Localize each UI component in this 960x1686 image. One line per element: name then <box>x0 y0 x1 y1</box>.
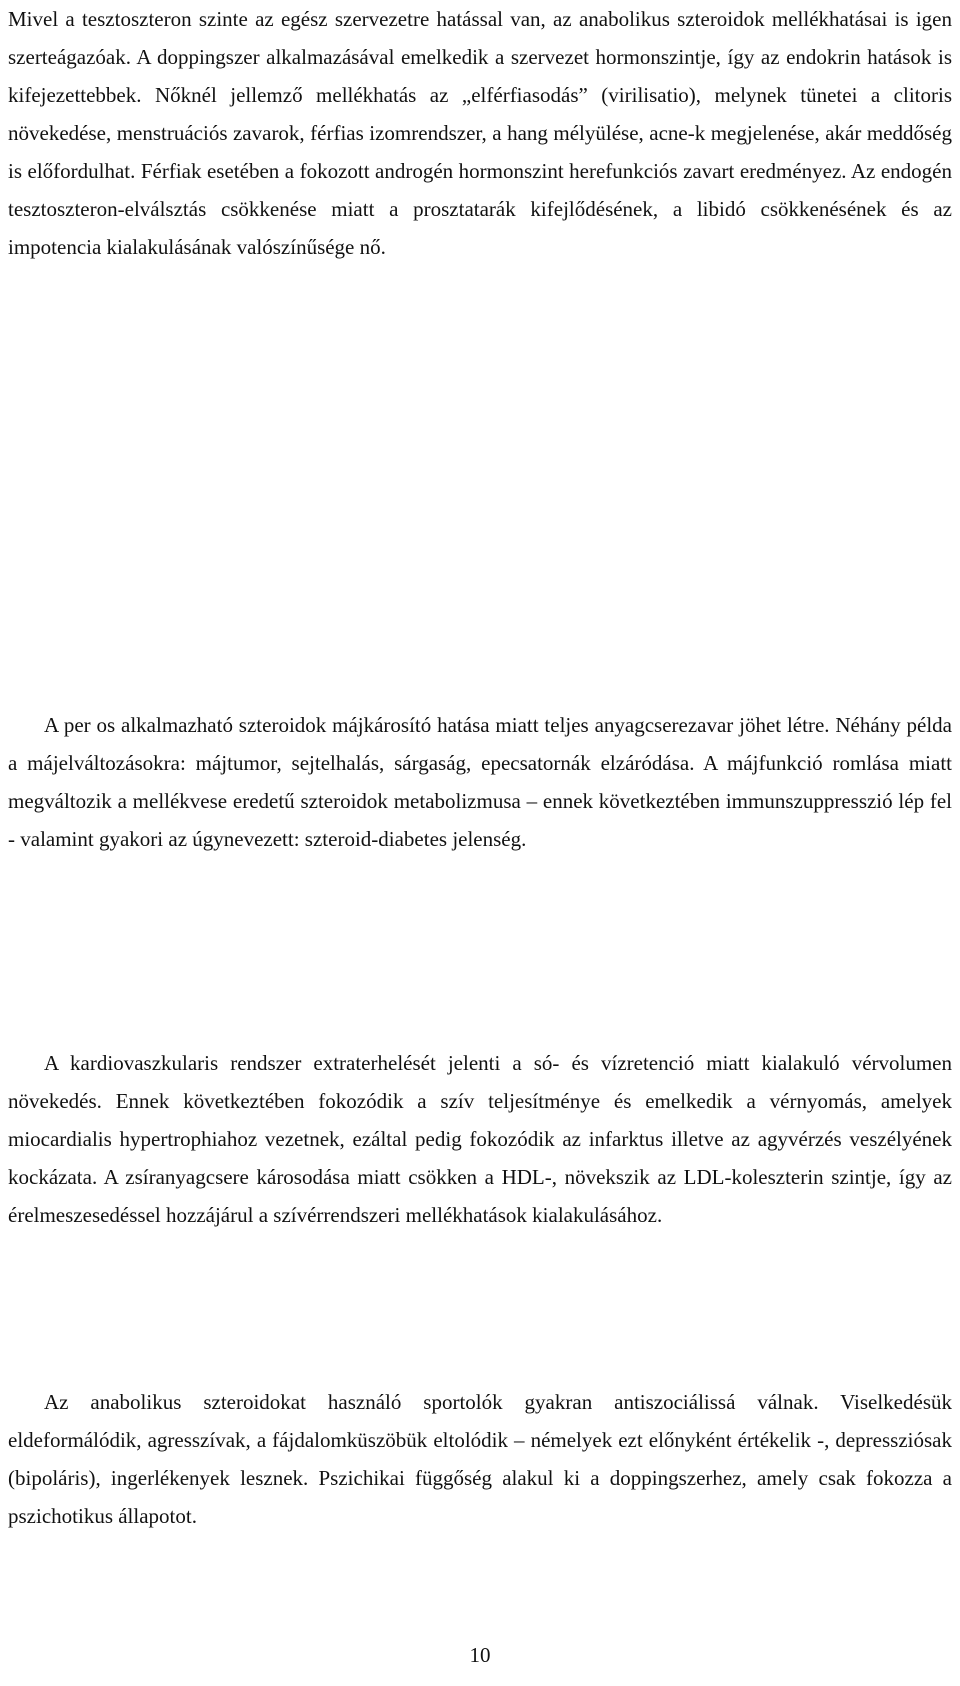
paragraph-4: Az anabolikus szteroidokat használó sportolók gyakran antiszociálissá válnak. Viselkedésük eldeformálódik, agresszívak, a fájdalomküszöbük eltolódik – némelyek ezt előnyként értékelik -, depressziósak (bipoláris), ingerlékenyek lesznek. Pszichikai függőség alakul ki a doppingszerhez, amely csak fokozza a pszichotikus állapotot. <box>8 1390 952 1528</box>
document-page <box>8 0 952 1686</box>
page-number: 10 <box>469 1643 491 1667</box>
paragraph-1: Mivel a tesztoszteron szinte az egész szervezetre hatással van, az anabolikus szteroidok mellékhatásai is igen szerteágazóak. A doppingszer alkalmazásával emelkedik a szervezet hormonszintje, így az endokrin hatások is kifejezettebbek. Nőknél jellemző mellékhatás az „elférfiasodás” (virilisatio), melynek tünetei a clitoris növekedése, menstruációs zavarok, férfias izomrendszer, a hang mélyülése, acne-k megjelenése, akár meddőség is előfordulhat. Férfiak esetében a fokozott androgén hormonszint herefunkciós zavart eredményez. Az endogén tesztoszteron-elválsztás csökkenése miatt a prosztatarák kifejlődésének, a libidó csökkenésének és az impotencia kialakulásának valószínűsége nő. <box>8 7 952 259</box>
paragraph-2: A per os alkalmazható szteroidok májkárosító hatása miatt teljes anyagcserezavar jöhet létre. Néhány példa a májelváltozásokra: májtumor, sejtelhalás, sárgaság, epecsatornák elzáródása. A májfunkció romlása miatt megváltozik a mellékvese eredetű szteroidok metabolizmusa – ennek következtében immunszuppresszió lép fel - valamint gyakori az úgynevezett: szteroid-diabetes jelenség. <box>8 713 952 851</box>
paragraph-3: A kardiovaszkularis rendszer extraterhelését jelenti a só- és vízretenció miatt kialakuló vérvolumen növekedés. Ennek következtében fokozódik a szív teljesítménye és emelkedik a vérnyomás, amelyek miocardialis hypertrophiahoz vezetnek, ezáltal pedig fokozódik az infarktus illetve az agyvérzés veszélyének kockázata. A zsíranyagcsere károsodása miatt csökken a HDL-, növekszik az LDL-koleszterin szintje, így az érelmeszesedéssel hozzájárul a szívérrendszeri mellékhatások kialakulásához. <box>8 1051 952 1227</box>
